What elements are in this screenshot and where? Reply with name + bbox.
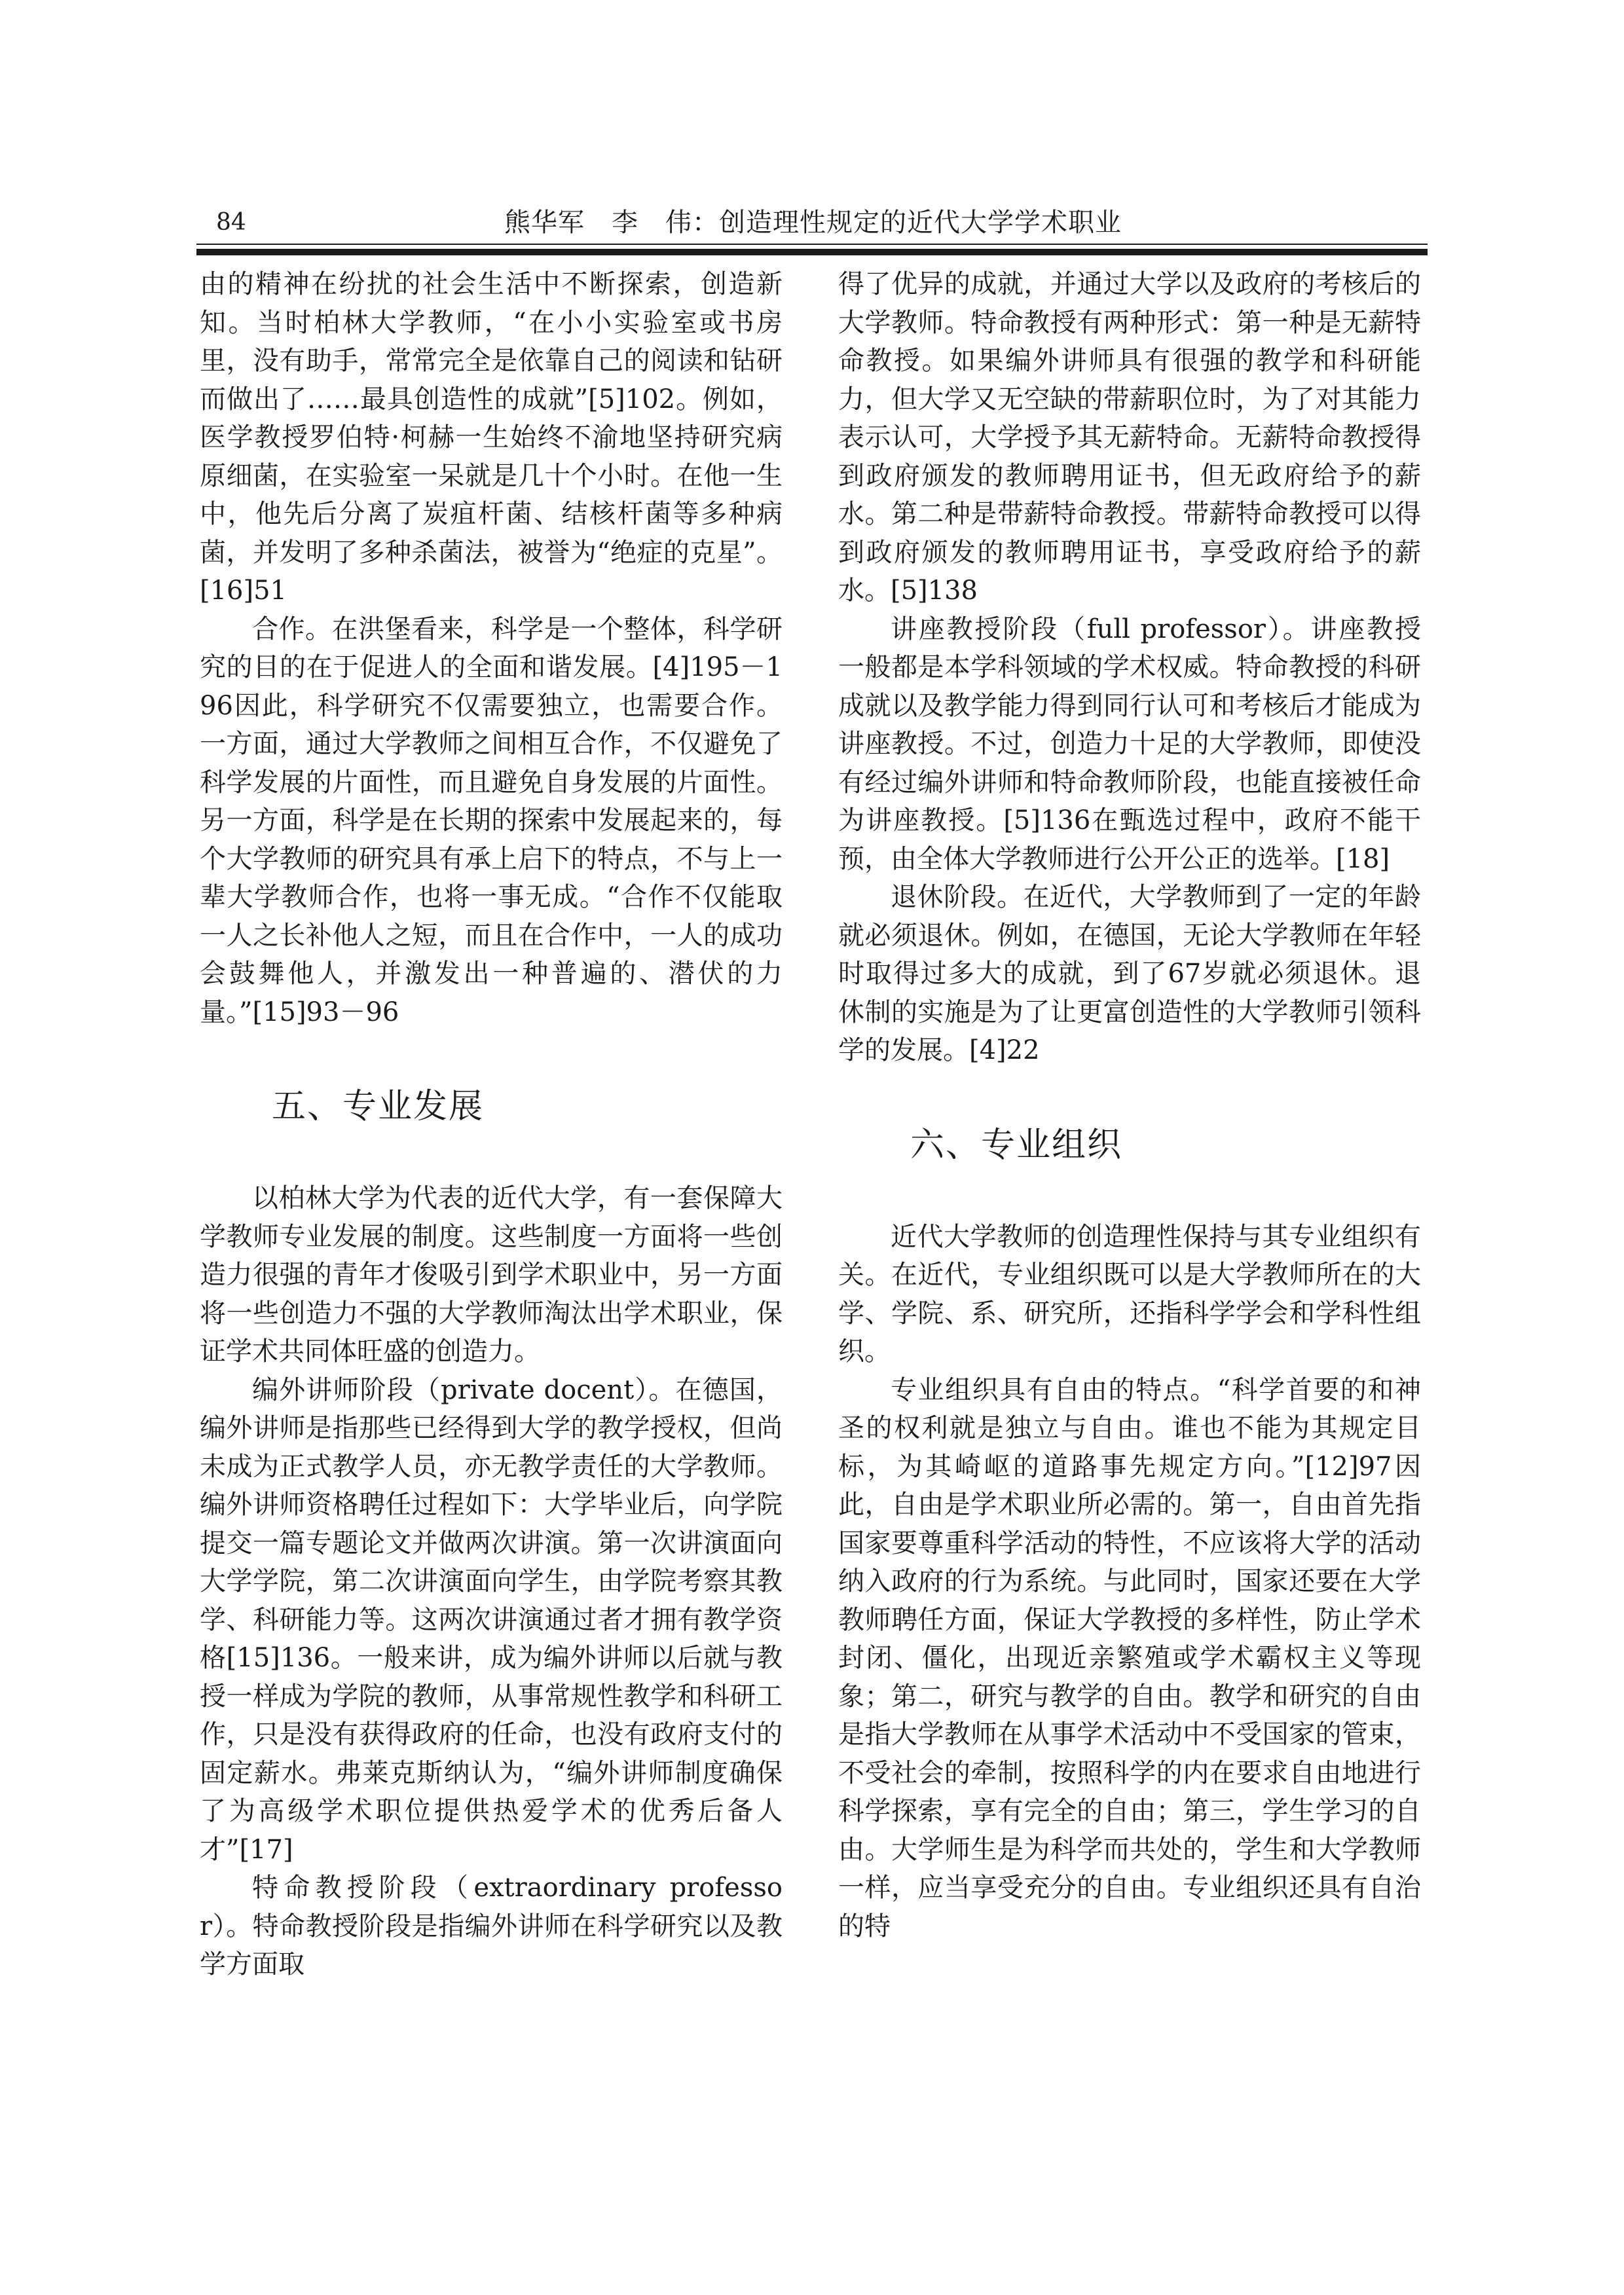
spacer	[200, 1129, 783, 1179]
spacer	[200, 1031, 783, 1084]
paragraph: 以柏林大学为代表的近代大学，有一套保障大学教师专业发展的制度。这些制度一方面将一些创造力很强的青年才俊吸引到学术职业中，另一方面将一些创造力不强的大学教师淘汰出学术职业，保证学术共同体旺盛的创造力。	[200, 1183, 783, 1367]
spacer	[838, 1168, 1421, 1218]
page-header	[196, 203, 1428, 242]
paragraph: 专业组织具有自由的特点。“科学首要的和神圣的权利就是独立与自由。谁也不能为其规定目标，为其崎岖的道路事先规定方向。”[12]97因此，自由是学术职业所必需的。第一，自由首先指国家要尊重科学活动的特性，不应该将大学的活动纳入政府的行为系统。与此同时，国家还要在大学教师聘任方面，保证大学教授的多样性，防止学术封闭、僵化，出现近亲繁殖或学术霸权主义等现象；第二，研究与教学的自由。教学和研究的自由是指大学教师在从事学术活动中不受国家的管束，不受社会的牵制，按照科学的内在要求自由地进行科学探索，享有完全的自由；第三，学生学习的自由。大学师生是为科学而共处的，学生和大学教师一样，应当享受充分的自由。专业组织还具有自治的特	[838, 1374, 1421, 1941]
paragraph: 编外讲师阶段（private docent）。在德国，编外讲师是指那些已经得到大学的教学授权，但尚未成为正式教学人员，亦无教学责任的大学教师。编外讲师资格聘任过程如下：大学毕业后，向学院提交一篇专题论文并做两次讲演。第一次讲演面向大学学院，第二次讲演面向学生，由学院考察其教学、科研能力等。这两次讲演通过者才拥有教学资格[15]136。一般来讲，成为编外讲师以后就与教授一样成为学院的教师，从事常规性教学和科研工作，只是没有获得政府的任命，也没有政府支付的固定薪水。弗莱克斯纳认为，“编外讲师制度确保了为高级学术职位提供热爱学术的优秀后备人才”[17]	[200, 1374, 783, 1865]
paragraph: 得了优异的成就，并通过大学以及政府的考核后的大学教师。特命教授有两种形式：第一种是无薪特命教授。如果编外讲师具有很强的教学和科研能力，但大学又无空缺的带薪职位时，为了对其能力表示认可，大学授予其无薪特命。无薪特命教授得到政府颁发的教师聘用证书，但无政府给予的薪水。第二种是带薪特命教授。带薪特命教授可以得到政府颁发的教师聘用证书，享受政府给予的薪水。[5]138	[838, 269, 1421, 606]
paragraph: 合作。在洪堡看来，科学是一个整体，科学研究的目的在于促进人的全面和谐发展。[4]195－196因此，科学研究不仅需要独立，也需要合作。一方面，通过大学教师之间相互合作，不仅避免了科学发展的片面性，而且避免自身发展的片面性。另一方面，科学是在长期的探索中发展起来的，每个大学教师的研究具有承上启下的特点，不与上一辈大学教师合作，也将一事无成。“合作不仅能取一人之长补他人之短，而且在合作中，一人的成功会鼓舞他人，并激发出一种普遍的、潜伏的力量。”[15]93－96	[200, 614, 783, 1027]
paragraph: 由的精神在纷扰的社会生活中不断探索，创造新知。当时柏林大学教师，“在小小实验室或书房里，没有助手，常常完全是依靠自己的阅读和钻研而做出了……最具创造性的成就”[5]102。例如，医学教授罗伯特·柯赫一生始终不渝地坚持研究病原细菌，在实验室一呆就是几十个小时。在他一生中，他先后分离了炭疽杆菌、结核杆菌等多种病菌，并发明了多种杀菌法，被誉为“绝症的克星”。[16]51	[200, 269, 783, 606]
header-rule-thick	[196, 249, 1428, 255]
paragraph: 讲座教授阶段（full professor）。讲座教授一般都是本学科领域的学术权威。特命教授的科研成就以及教学能力得到同行认可和考核后才能成为讲座教授。不过，创造力十足的大学教师，即使没有经过编外讲师和特命教师阶段，也能直接被任命为讲座教授。[5]136在甄选过程中，政府不能干预，由全体大学教师进行公开公正的选举。[18]	[838, 614, 1421, 874]
paragraph: 特命教授阶段（extraordinary professor）。特命教授阶段是指编外讲师在科学研究以及教学方面取	[200, 1873, 783, 1979]
section-heading-6: 六、专业组织	[910, 1125, 1123, 1165]
paragraph: 近代大学教师的创造理性保持与其专业组织有关。在近代，专业组织既可以是大学教师所在的大学、学院、系、研究所，还指科学学会和学科性组织。	[838, 1221, 1421, 1367]
paragraph: 退休阶段。在近代，大学教师到了一定的年龄就必须退休。例如，在德国，无论大学教师在年轻时取得过多大的成就，到了67岁就必须退休。退休制的实施是为了让更富创造性的大学教师引领科学的发展。[4]22	[838, 882, 1421, 1065]
spacer	[838, 1070, 1421, 1122]
page-number: 84	[216, 209, 246, 236]
right-column	[838, 265, 1421, 2046]
header-rule-thin	[196, 244, 1428, 245]
running-title: 熊华军 李 伟：创造理性规定的近代大学学术职业	[504, 208, 1122, 238]
left-column	[200, 265, 783, 2046]
section-heading-5: 五、专业发展	[272, 1087, 485, 1126]
